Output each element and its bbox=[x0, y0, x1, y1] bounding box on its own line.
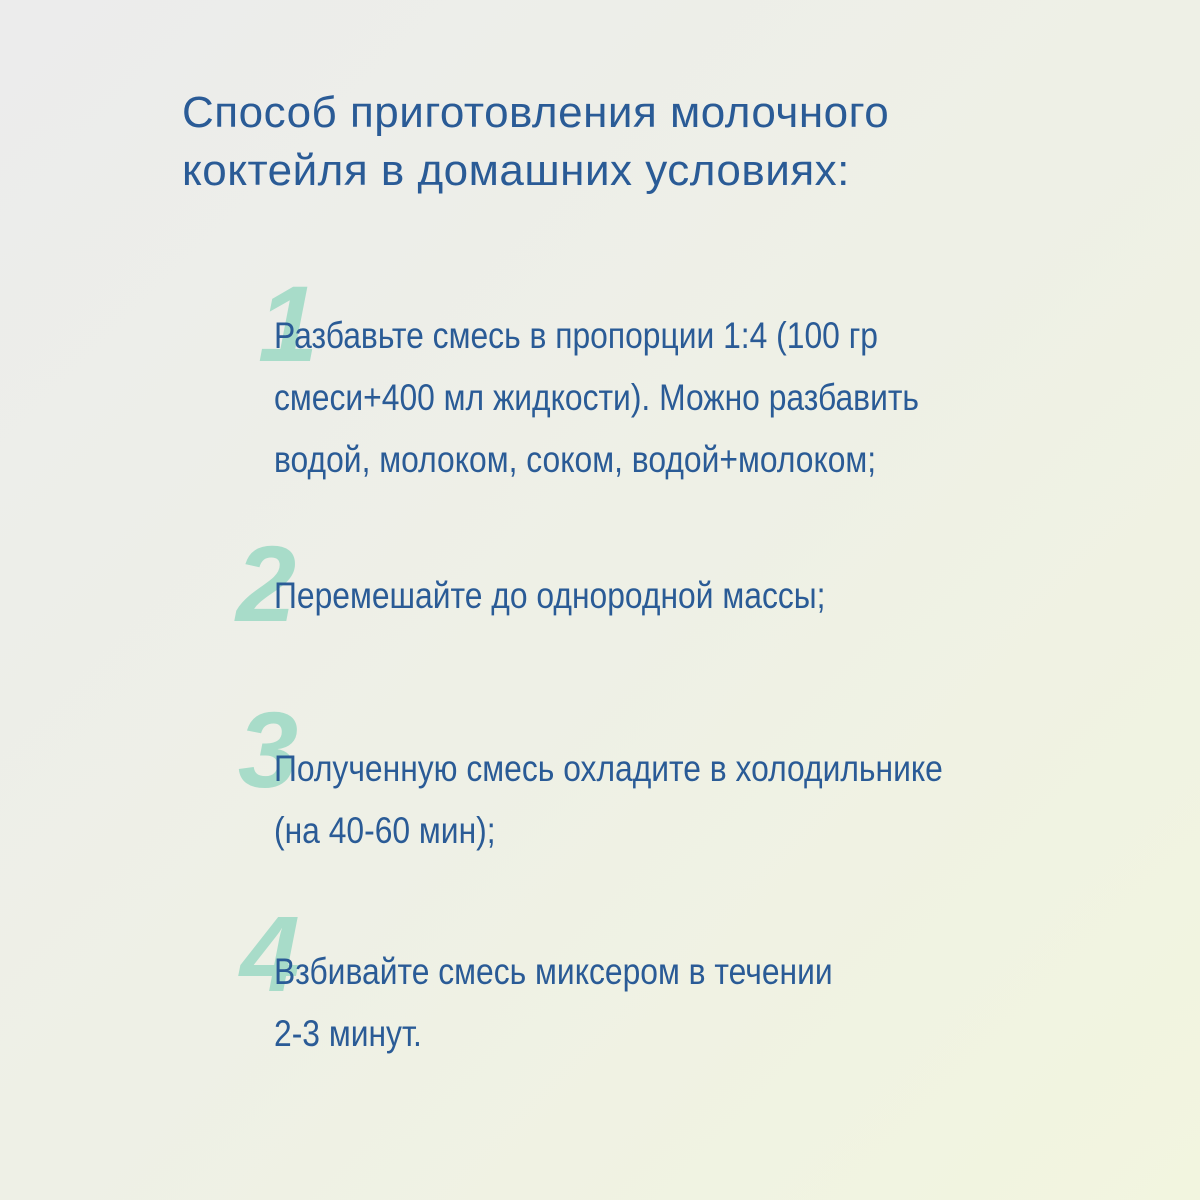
step-number: 4 bbox=[240, 893, 301, 1014]
step-number: 1 bbox=[258, 263, 319, 384]
page-title bbox=[182, 84, 1082, 200]
title-line-1: Способ приготовления молочного bbox=[182, 88, 890, 137]
step-number: 2 bbox=[236, 523, 297, 644]
step-text: Взбивайте смесь миксером в течении 2-3 минут. bbox=[274, 951, 833, 1054]
step-number: 3 bbox=[238, 689, 299, 810]
step-text: Перемешайте до однородной массы; bbox=[274, 575, 826, 616]
step-text: Разбавьте смесь в пропорции 1:4 (100 гр смеси+400 мл жидкости). Можно разбавить водой, молоком, соком, водой+молоком; bbox=[274, 315, 919, 480]
step-text: Полученную смесь охладите в холодильнике (на 40-60 мин); bbox=[274, 748, 943, 851]
title-line-2: коктейля в домашних условиях: bbox=[182, 146, 850, 195]
